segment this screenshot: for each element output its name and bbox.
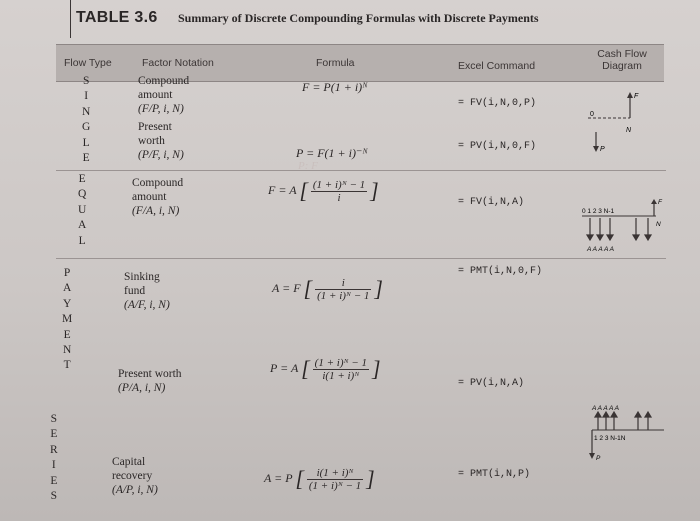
- divider-single: [56, 170, 666, 171]
- fraction-denominator: (1 + i)ᴺ − 1: [317, 289, 370, 302]
- factor-name: Sinking: [124, 271, 160, 283]
- factor-notation: (A/F, i, N): [124, 299, 170, 311]
- title-rule: [70, 0, 71, 38]
- fraction-denominator: i(1 + i)ᴺ: [322, 369, 360, 382]
- excel-fv-series: = FV(i,N,A): [458, 197, 525, 208]
- bracket-open: [: [299, 178, 308, 203]
- factor-name: Present worth: [118, 368, 182, 380]
- group-letter: L: [82, 136, 90, 149]
- factor-name: Compound: [132, 177, 184, 189]
- handwritten-note: P: F: [298, 160, 318, 172]
- label-p: P: [596, 455, 601, 462]
- header-cash-flow-diagram: Cash Flow Diagram: [597, 48, 647, 72]
- group-equal: [78, 172, 86, 249]
- factor-name: Present: [138, 121, 172, 133]
- fraction-denominator: i: [337, 191, 341, 204]
- group-letter: Q: [78, 188, 87, 201]
- fraction: [307, 467, 363, 492]
- formula-pa: [270, 356, 381, 382]
- formula-fp: F = P(1 + i)ᴺ: [302, 80, 368, 94]
- fraction: [311, 179, 367, 204]
- group-letter: L: [78, 234, 86, 247]
- factor-notation: (P/A, i, N): [118, 382, 166, 394]
- factor-name: amount: [138, 89, 173, 101]
- excel-fv-single: = FV(i,N,0,P): [458, 98, 537, 109]
- excel-pv-series: = PV(i,N,A): [458, 378, 525, 389]
- header-flow-type: Flow Type: [64, 57, 112, 69]
- excel-pv-single: = PV(i,N,0,F): [458, 141, 537, 152]
- label-f: F: [634, 93, 639, 100]
- fraction-numerator: i(1 + i)ᴺ: [307, 467, 363, 480]
- payment-arrows: [587, 218, 651, 240]
- bracket-close: ]: [374, 276, 383, 301]
- group-letter: R: [50, 443, 58, 456]
- group-letter: A: [78, 219, 87, 232]
- excel-pmt-recovery: = PMT(i,N,P): [458, 469, 531, 480]
- formula-pf: P = F(1 + i)⁻ᴺ: [296, 146, 368, 160]
- cash-flow-diagram-single: [580, 88, 660, 158]
- formula-lhs: A = F: [272, 280, 301, 295]
- group-letter: U: [78, 203, 87, 216]
- group-letter: E: [63, 328, 71, 341]
- group-letter: E: [50, 474, 58, 487]
- factor-present-worth-pf: [138, 120, 184, 162]
- group-letter: S: [50, 413, 58, 425]
- fraction-numerator: i: [315, 277, 371, 290]
- factor-capital-recovery: [112, 455, 158, 497]
- bracket-open: [: [301, 356, 310, 381]
- factor-name: worth: [138, 135, 165, 147]
- bracket-open: [: [303, 276, 313, 301]
- cash-flow-diagram-equal: [576, 198, 666, 258]
- factor-name: Compound: [138, 75, 190, 87]
- label-f: F: [658, 199, 662, 206]
- factor-compound-amount-fa: [132, 176, 183, 218]
- formula-ap: [264, 466, 375, 492]
- formula-af: [272, 276, 383, 302]
- divider-equal: [56, 258, 666, 259]
- factor-present-worth-pa: [118, 367, 182, 395]
- factor-name: amount: [132, 191, 167, 203]
- group-letter: M: [62, 313, 73, 326]
- label-ticks: 1 2 3 N-1N: [594, 435, 626, 442]
- excel-pmt-sinking: = PMT(i,N,0,F): [458, 266, 543, 277]
- formula-fa: [268, 178, 379, 204]
- fraction-numerator: (1 + i)ᴺ − 1: [312, 178, 366, 191]
- factor-compound-amount-fp: [138, 74, 189, 116]
- cash-flow-diagram-series: [586, 400, 668, 466]
- label-p: P: [600, 146, 605, 153]
- formula-lhs: P = A: [270, 360, 299, 375]
- group-payment: [62, 266, 72, 374]
- label-n: N: [656, 221, 661, 228]
- group-letter: E: [82, 152, 90, 165]
- group-letter: S: [82, 75, 90, 87]
- group-letter: A: [62, 282, 72, 295]
- group-letter: T: [63, 359, 71, 372]
- fraction: [315, 277, 371, 302]
- label-a-row: A A A A A: [592, 405, 619, 412]
- table-number: TABLE 3.6: [76, 9, 158, 26]
- group-letter: E: [78, 173, 86, 185]
- bracket-open: [: [295, 466, 304, 491]
- bracket-close: ]: [366, 466, 375, 491]
- factor-name: fund: [124, 285, 146, 297]
- header-excel-command: Excel Command: [458, 60, 536, 72]
- formula-lhs: A = P: [264, 470, 293, 485]
- factor-name: recovery: [112, 470, 153, 482]
- group-letter: E: [50, 428, 58, 441]
- group-letter: P: [63, 267, 71, 279]
- factor-sinking-fund: [124, 270, 170, 312]
- fraction-denominator: (1 + i)ᴺ − 1: [308, 479, 362, 492]
- group-single: [82, 74, 90, 166]
- label-ticks: 0 1 2 3 N-1: [582, 208, 615, 215]
- header-formula: Formula: [316, 57, 355, 69]
- factor-name: Capital: [112, 456, 146, 468]
- fraction-numerator: (1 + i)ᴺ − 1: [314, 356, 367, 369]
- factor-notation: (A/P, i, N): [112, 484, 158, 496]
- group-series: [50, 412, 58, 504]
- payment-arrows: [595, 412, 651, 430]
- group-letter: Y: [62, 297, 72, 310]
- group-letter: G: [82, 121, 91, 134]
- group-letter: I: [51, 459, 56, 472]
- fraction: [313, 357, 369, 382]
- group-letter: N: [62, 344, 72, 357]
- group-letter: S: [50, 490, 58, 503]
- bracket-close: ]: [371, 356, 381, 381]
- label-zero: 0: [590, 111, 594, 118]
- table-caption: Summary of Discrete Compounding Formulas with Discrete Payments: [178, 11, 539, 25]
- factor-notation: (F/A, i, N): [132, 205, 180, 217]
- factor-notation: (F/P, i, N): [138, 103, 184, 115]
- bracket-close: ]: [370, 178, 379, 203]
- header-factor-notation: Factor Notation: [142, 57, 214, 69]
- formula-lhs: F = A: [268, 182, 297, 197]
- label-a-row: A A A A A: [587, 246, 614, 253]
- factor-notation: (P/F, i, N): [138, 149, 184, 161]
- group-letter: I: [84, 90, 89, 103]
- group-letter: N: [82, 105, 91, 118]
- label-n: N: [626, 127, 632, 134]
